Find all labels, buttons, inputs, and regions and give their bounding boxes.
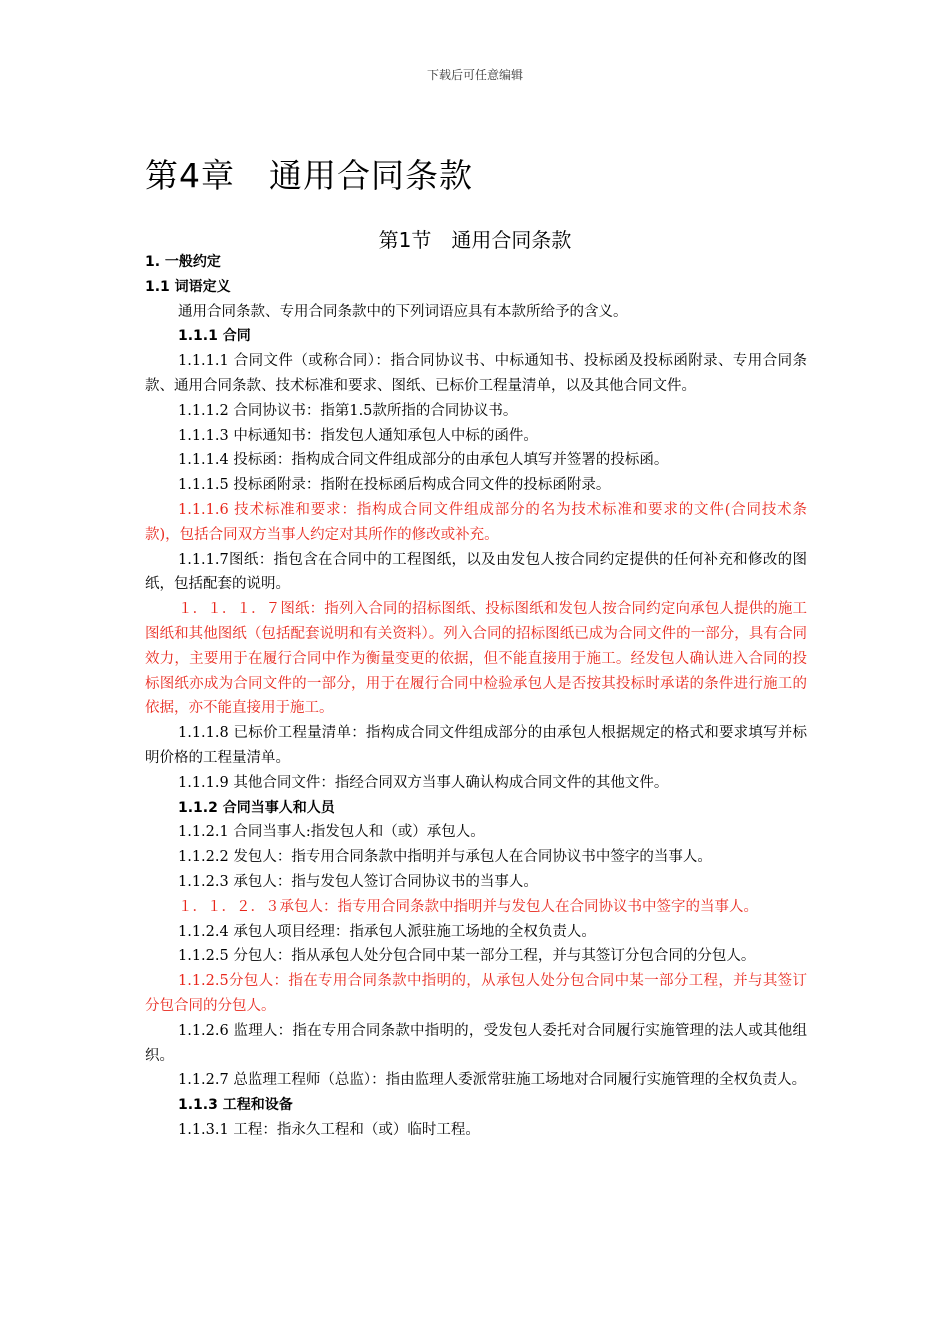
clause-paragraph: 1.1.2.5 分包人：指从承包人处分包合同中某一部分工程，并与其签订分包合同的分包人。	[178, 948, 756, 965]
page-header: 下载后可任意编辑	[426, 68, 523, 82]
clause-paragraph: 1.1.1.7图纸：指包含在合同中的工程图纸，以及由发包人按合同约定提供的任何补充和修改的图纸，包括配套的说明。	[145, 551, 807, 593]
clause-paragraph: 通用合同条款、专用合同条款中的下列词语应具有本款所给予的含义。	[178, 303, 628, 320]
clause-paragraph: 1.1.2.4 承包人项目经理：指承包人派驻施工场地的全权负责人。	[178, 923, 596, 940]
clause-paragraph: 1.1.3.1 工程：指永久工程和（或）临时工程。	[178, 1121, 480, 1138]
clause-heading: 1.1.2 合同当事人和人员	[178, 799, 335, 816]
clause-paragraph: 1.1.2.2 发包人：指专用合同条款中指明并与承包人在合同协议书中签字的当事人。	[178, 849, 712, 866]
clause-paragraph: 1.1.2.3 承包人：指与发包人签订合同协议书的当事人。	[178, 873, 538, 890]
clause-paragraph: 1.1.2.1 合同当事人:指发包人和（或）承包人。	[178, 824, 485, 841]
clause-paragraph: 1.1.1.4 投标函：指构成合同文件组成部分的由承包人填写并签署的投标函。	[178, 452, 669, 469]
clause-paragraph: １．１．２．３承包人：指专用合同条款中指明并与发包人在合同协议书中签字的当事人。	[178, 898, 758, 915]
clause-paragraph: 1.1.2.5分包人：指在专用合同条款中指明的，从承包人处分包合同中某一部分工程，并与其签订分包合同的分包人。	[145, 973, 807, 1014]
clause-paragraph: 1.1.1.1 合同文件（或称合同）：指合同协议书、中标通知书、投标函及投标函附录、专用合同条款、通用合同条款、技术标准和要求、图纸、已标价工程量清单，以及其他合同文件。	[145, 353, 807, 394]
clause-paragraph: 1.1.2.6 监理人：指在专用合同条款中指明的，受发包人委托对合同履行实施管理的法人或其他组织。	[145, 1022, 807, 1064]
section-title: 第1节 通用合同条款	[378, 228, 572, 252]
clause-paragraph: 1.1.1.6 技术标准和要求：指构成合同文件组成部分的名为技术标准和要求的文件(合同技术条款)，包括合同双方当事人约定对其所作的修改或补充。	[145, 501, 807, 543]
clause-heading: 1. 一般约定	[145, 254, 221, 270]
clause-paragraph: 1.1.1.9 其他合同文件：指经合同双方当事人确认构成合同文件的其他文件。	[178, 774, 669, 791]
clause-heading: 1.1.1 合同	[178, 328, 251, 345]
clause-paragraph: 1.1.2.7 总监理工程师（总监）：指由监理人委派常驻施工场地对合同履行实施管理的全权负责人。	[178, 1072, 807, 1089]
clause-paragraph: 1.1.1.2 合同协议书：指第1.5款所指的合同协议书。	[178, 402, 518, 419]
clause-heading: 1.1 词语定义	[145, 278, 231, 295]
clause-paragraph: 1.1.1.3 中标通知书：指发包人通知承包人中标的函件。	[178, 427, 538, 444]
clause-paragraph: １．１．１．７图纸：指列入合同的招标图纸、投标图纸和发包人按合同约定向承包人提供的施工图纸和其他图纸（包括配套说明和有关资料）。列入合同的招标图纸已成为合同文件的一部分，具有合同效力，主要用于在履行合同中作为衡量变更的依据，但不能直接用于施工。经发包人确认进入合同的投标图纸亦成为合同文件的一部分，用于在履行合同中检验承包人是否按其投标时承诺的条件进行施工的依据，亦不能直接用于施工。	[145, 601, 807, 717]
clause-paragraph: 1.1.1.8 已标价工程量清单：指构成合同文件组成部分的由承包人根据规定的格式和要求填写并标明价格的工程量清单。	[145, 725, 807, 766]
clause-heading: 1.1.3 工程和设备	[178, 1097, 293, 1114]
clause-paragraph: 1.1.1.5 投标函附录：指附在投标函后构成合同文件的投标函附录。	[178, 477, 611, 494]
document-body	[145, 250, 807, 1143]
chapter-title: 第4章 通用合同条款	[145, 156, 473, 195]
